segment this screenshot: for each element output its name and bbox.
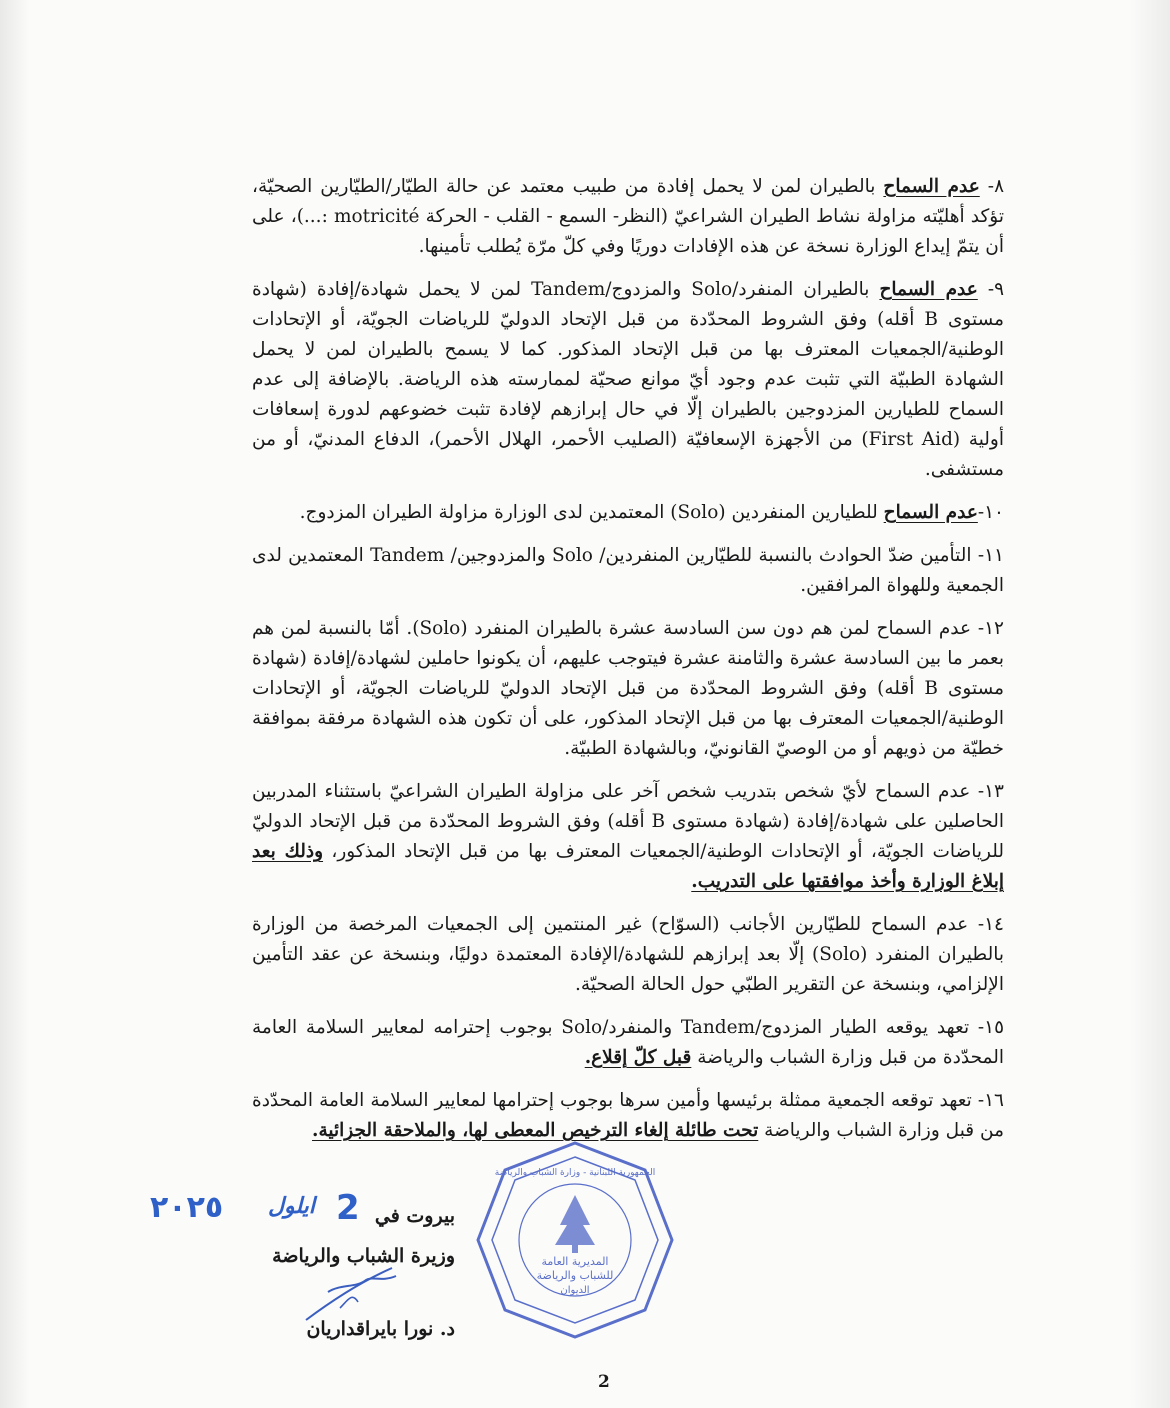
stamp-inner-line-1: المديرية العامة <box>541 1255 609 1268</box>
date-year: ٢٠٢٥ <box>150 1190 224 1225</box>
handwritten-date <box>150 1188 410 1234</box>
stamp-inner-line-3: الديوان <box>560 1285 590 1296</box>
closing-place: بيروت في <box>374 1205 455 1227</box>
emphasis-text: تحت طائلة إلغاء الترخيص المعطى لها، والملاحقة الجزائية. <box>312 1120 759 1141</box>
paragraph-10: ١٠-عدم السماح للطيارين المنفردين (Solo) المعتمدين لدى الوزارة مزاولة الطيران المزدوج. <box>299 502 1004 523</box>
paragraph-13: ١٣- عدم السماح لأيّ شخص بتدريب شخص آخر على مزاولة الطيران الشراعيّ باستثناء المدربين الحاصلين على شهادة/إفادة (شهادة مستوى B أقله) وفق الشروط المحدّدة من قبل الإتحاد الدوليّ للرياضات الجويّة، أو الإتحادات الوطنية/الجمعيات المعترف بها من قبل الإتحاد المذكور، وذلك بعد إبلاغ الوزارة وأخذ موافقتها على التدريب. <box>252 781 1004 892</box>
paragraph-15: ١٥- تعهد يوقعه الطيار المزدوج/Tandem والمنفرد/Solo بوجوب إحترامه لمعايير السلامة العامة المحدّدة من قبل وزارة الشباب والرياضة قبل كلّ إقلاع. <box>252 1017 1005 1068</box>
emphasis-text: عدم السماح <box>879 279 978 300</box>
stamp-outer-text: الجمهورية اللبنانية - وزارة الشباب والرياضة <box>494 1168 656 1178</box>
document-body <box>252 172 1004 1159</box>
paragraph-16: ١٦- تعهد توقعه الجمعية ممثلة برئيسها وأمين سرها بوجوب إحترامها لمعايير السلامة العامة المحدّدة من قبل وزارة الشباب والرياضة تحت طائلة إلغاء الترخيص المعطى لها، والملاحقة الجزائية. <box>252 1090 1004 1141</box>
emphasis-text: عدم السماح <box>883 502 978 523</box>
emphasis-text: وذلك بعد إبلاغ الوزارة وأخذ موافقتها على التدريب. <box>252 841 1004 892</box>
page-number: 2 <box>598 1372 610 1392</box>
date-month: ايلول <box>268 1194 315 1219</box>
paragraph-8: ٨- عدم السماح بالطيران لمن لا يحمل إفادة من طبيب معتمد عن حالة الطيّار/الطيّارين الصحيّة، تؤكد أهليّته مزاولة نشاط الطيران الشراعيّ (النظر- السمع - القلب - الحركة motricité :...)، على أن يتمّ إيداع الوزارة نسخة عن هذه الإفادات دوريًا وفي كلّ مرّة يُطلب تأمينها. <box>252 176 1004 257</box>
official-stamp-icon <box>470 1135 680 1345</box>
emphasis-text: عدم السماح <box>883 176 980 197</box>
closing-ministry: وزيرة الشباب والرياضة <box>272 1245 455 1267</box>
date-day: 2 <box>336 1188 360 1228</box>
stamp-inner-line-2: للشباب والرياضة <box>536 1269 614 1282</box>
paragraph-9: ٩- عدم السماح بالطيران المنفرد/Solo والمزدوج/Tandem لمن لا يحمل شهادة/إفادة (شهادة مستوى B أقله) وفق الشروط المحدّدة من قبل الإتحاد الدوليّ للرياضات الجويّة، أو الإتحادات الوطنية/الجمعيات المعترف بها من قبل الإتحاد المذكور. كما لا يسمح بالطيران لمن لا يحمل الشهادة الطبيّة التي تثبت عدم وجود أيّ موانع صحيّة لممارسته هذه الرياضة. بالإضافة إلى عدم السماح للطيارين المزدوجين بالطيران إلّا في حال إبرازهم لإفادة تثبت خضوعهم لدورة إسعافات أولية (First Aid) من الأجهزة الإسعافيّة (الصليب الأحمر، الهلال الأحمر)، الدفاع المدنيّ، أو من مستشفى. <box>252 279 1005 480</box>
paragraph-12: ١٢- عدم السماح لمن هم دون سن السادسة عشرة بالطيران المنفرد (Solo). أمّا بالنسبة لمن هم بعمر ما بين السادسة عشرة والثامنة عشرة فيتوجب عليهم، أن يكونوا حاملين لشهادة/إفادة (شهادة مستوى B أقله) وفق الشروط المحدّدة من قبل الإتحاد الدوليّ للرياضات الجويّة، أو الإتحادات الوطنية/الجمعيات المعترف بها من قبل الإتحاد المذكور، على أن تكون هذه الشهادة مرفقة بموافقة خطيّة من ذويهم أو من الوصيّ القانونيّ، وبالشهادة الطبيّة. <box>252 618 1004 759</box>
closing-signer: د. نورا بايراقداريان <box>306 1318 455 1340</box>
paragraph-14: ١٤- عدم السماح للطيّارين الأجانب (السوّاح) غير المنتمين إلى الجمعيات المرخصة من الوزارة بالطيران المنفرد (Solo) إلّا بعد إبرازهم للشهادة/الإفادة المعتمدة دوليًا، وبنسخة عن عقد التأمين الإلزامي، وبنسخة عن التقرير الطبّي حول الحالة الصحيّة. <box>252 914 1004 995</box>
paragraph-11: ١١- التأمين ضدّ الحوادث بالنسبة للطيّارين المنفردين/ Solo والمزدوجين/ Tandem المعتمدين لدى الجمعية وللهواة المرافقين. <box>252 545 1004 596</box>
signature-icon <box>300 1262 410 1332</box>
emphasis-text: قبل كلّ إقلاع. <box>584 1047 692 1068</box>
